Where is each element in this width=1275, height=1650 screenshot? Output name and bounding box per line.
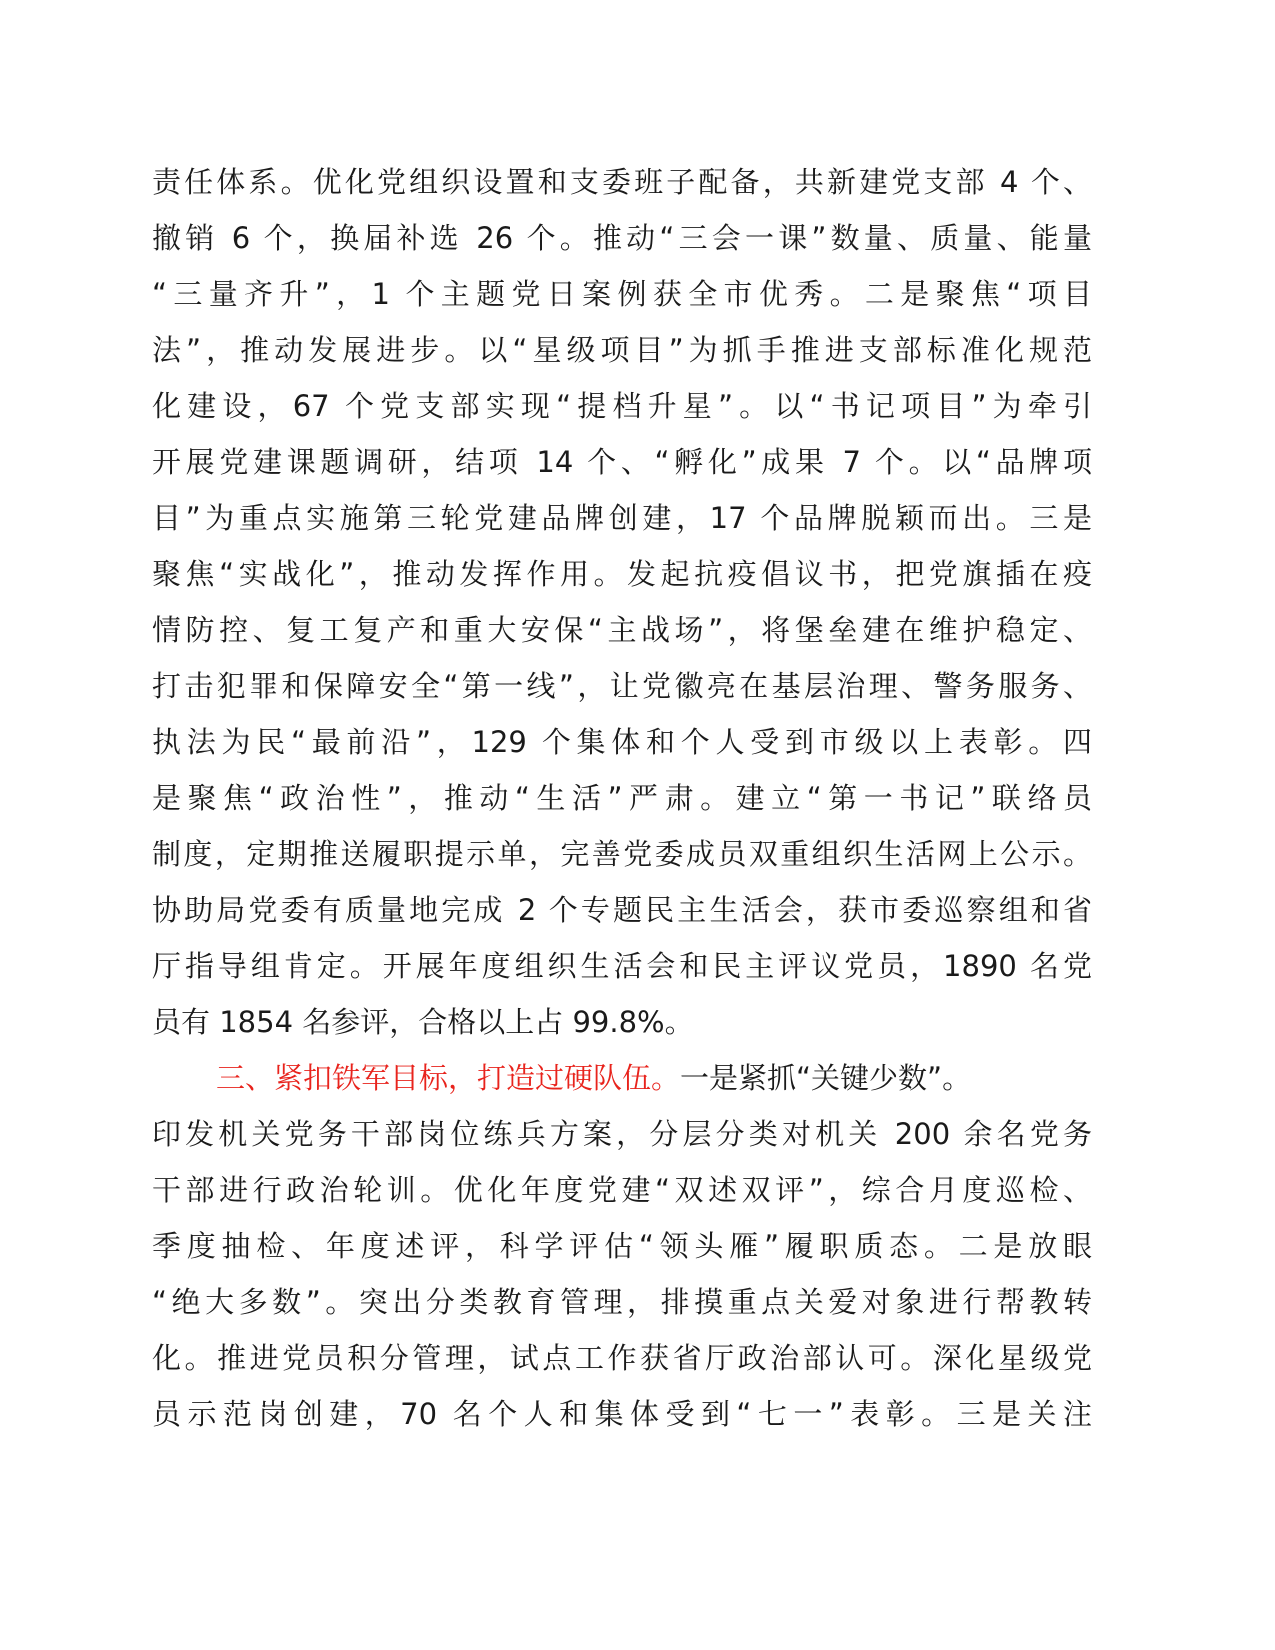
text-line: 是聚焦“政治性”，推动“生活”严肃。建立“第一书记”联络员	[152, 781, 1092, 815]
text-line: 协助局党委有质量地完成 2 个专题民主生活会，获市委巡察组和省	[152, 893, 1092, 927]
text-line: 员示范岗创建，70 名个人和集体受到“七一”表彰。三是关注	[152, 1397, 1092, 1431]
text-line: 开展党建课题调研，结项 14 个、“孵化”成果 7 个。以“品牌项	[152, 445, 1092, 479]
paragraph-1	[152, 154, 1092, 1050]
text-line: 打击犯罪和保障安全“第一线”，让党徽亮在基层治理、警务服务、	[152, 669, 1092, 703]
text-line: 聚焦“实战化”，推动发挥作用。发起抗疫倡议书，把党旗插在疫	[152, 557, 1092, 591]
text-line: 法”，推动发展进步。以“星级项目”为抓手推进支部标准化规范	[152, 333, 1092, 367]
text-line: 制度，定期推送履职提示单，完善党委成员双重组织生活网上公示。	[152, 837, 1092, 871]
text-line: 执法为民“最前沿”，129 个集体和个人受到市级以上表彰。四	[152, 725, 1092, 759]
text-line: 印发机关党务干部岗位练兵方案，分层分类对机关 200 余名党务	[152, 1117, 1092, 1151]
text-line: 厅指导组肯定。开展年度组织生活会和民主评议党员，1890 名党	[152, 949, 1092, 983]
text-line: 干部进行政治轮训。优化年度党建“双述双评”，综合月度巡检、	[152, 1173, 1092, 1207]
text-line: 化。推进党员积分管理，试点工作获省厅政治部认可。深化星级党	[152, 1341, 1092, 1375]
text-line: “三量齐升”，1 个主题党日案例获全市优秀。二是聚焦“项目	[152, 277, 1092, 311]
text-run: 一是紧抓“关键少数”。	[680, 1061, 972, 1095]
paragraph-first-line	[152, 1050, 1092, 1106]
text-line: 化建设，67 个党支部实现“提档升星”。以“书记项目”为牵引	[152, 389, 1092, 423]
text-line: 员有 1854 名参评，合格以上占 99.8%。	[152, 1005, 694, 1039]
text-line: “绝大多数”。突出分类教育管理，排摸重点关爱对象进行帮教转	[152, 1285, 1092, 1319]
paragraph-2	[152, 1050, 1092, 1442]
section-heading: 三、紧扣铁军目标，打造过硬队伍。	[216, 1061, 681, 1095]
text-line: 季度抽检、年度述评，科学评估“领头雁”履职质态。二是放眼	[152, 1229, 1092, 1263]
text-line: 撤销 6 个，换届补选 26 个。推动“三会一课”数量、质量、能量	[152, 221, 1092, 255]
text-line: 责任体系。优化党组织设置和支委班子配备，共新建党支部 4 个、	[152, 165, 1092, 199]
text-line: 目”为重点实施第三轮党建品牌创建，17 个品牌脱颖而出。三是	[152, 501, 1092, 535]
document-body	[152, 154, 1092, 1442]
text-line: 情防控、复工复产和重大安保“主战场”，将堡垒建在维护稳定、	[152, 613, 1092, 647]
